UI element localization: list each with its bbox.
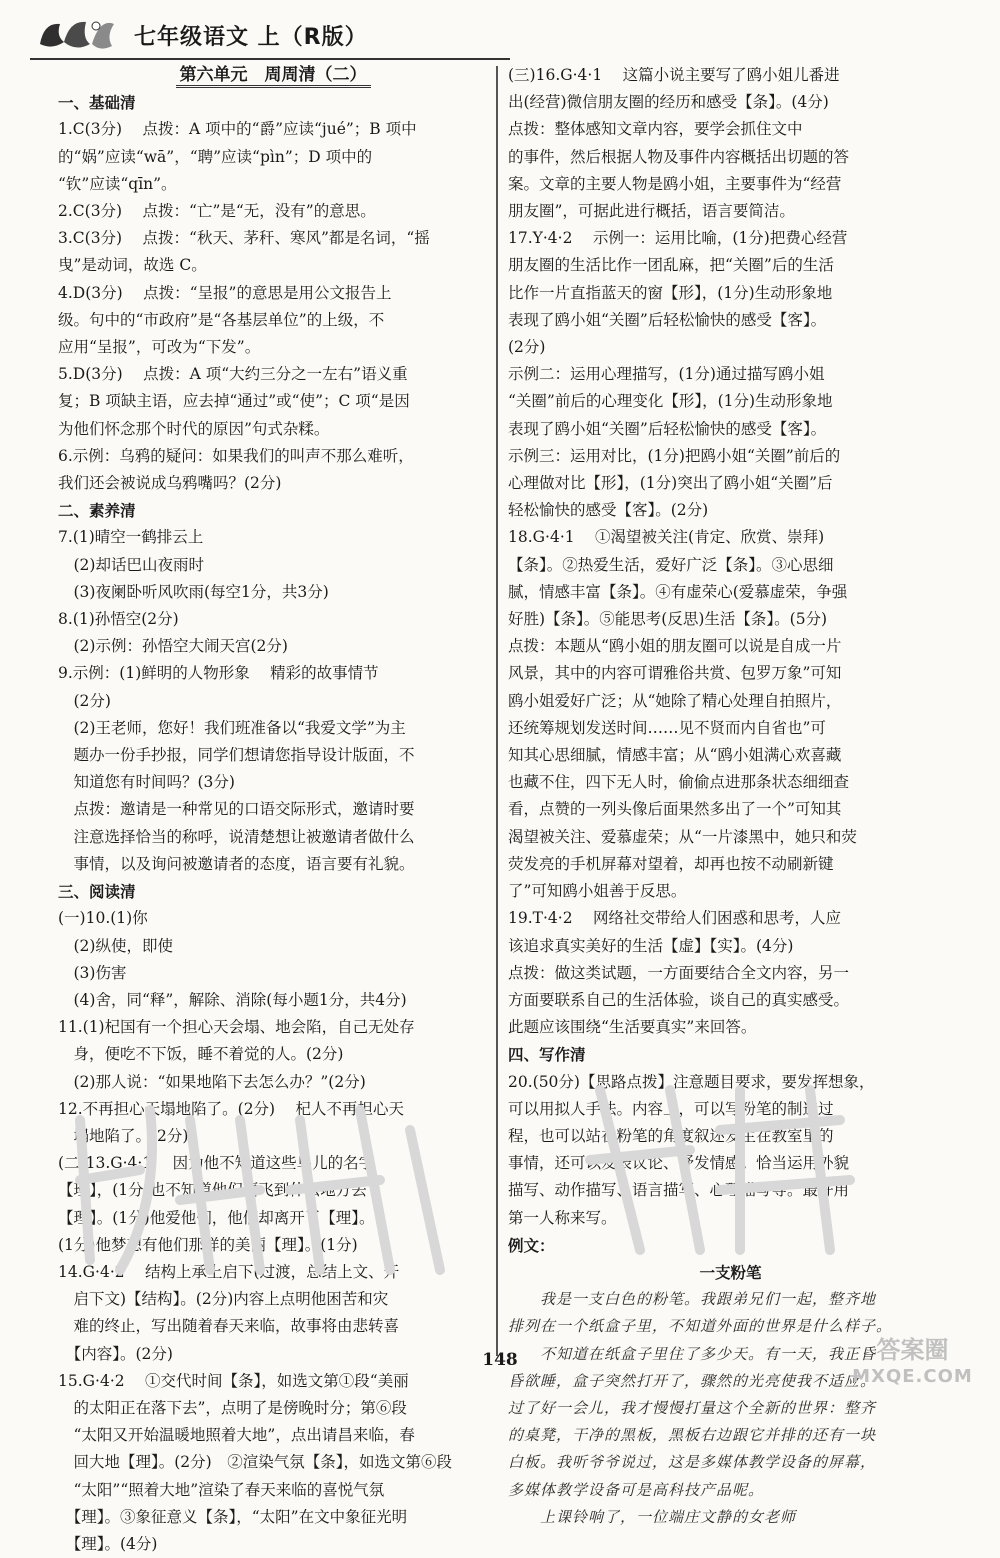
answer-line: 点拨：本题从“鸥小姐的朋友圈可以说是自成一片 xyxy=(508,637,842,656)
page-number: 148 xyxy=(482,1350,518,1370)
answer-line: 【理】。(1分)他爱他们，他们却离开了【理】。 xyxy=(58,1208,375,1227)
watermark-logo: 答案圈 MXQE.COM xyxy=(852,1336,973,1387)
answer-line: 事情，以及询问被邀请者的态度，语言要有礼貌。 xyxy=(58,854,415,873)
answer-line: 表现了鸥小姐“关圈”后轻松愉快的感受【客】。 xyxy=(508,310,827,329)
header-rule xyxy=(30,58,510,60)
section-heading: 例文： xyxy=(508,1235,555,1255)
answer-line: 【理】，(1分)也不知道他们要飞到什么地方去 xyxy=(58,1181,367,1200)
right-answer-lines xyxy=(508,62,953,1531)
answer-line: (2)王老师，您好！我们班准备以“我爱文学”为主 xyxy=(58,718,406,737)
answer-line: 为他们怀念那个时代的原因”句式杂糅。 xyxy=(58,419,330,438)
answer-line: 轻松愉快的感受【客】。(2分) xyxy=(508,501,709,520)
answer-line: 应用“呈报”，可改为“下发”。 xyxy=(58,338,261,357)
answer-line: 排列在一个纸盒子里，不知道外面的世界是什么样子。 xyxy=(508,1317,893,1336)
answer-line: 14.G·4·2 结构上承上启下(过渡，总结上文、开 xyxy=(58,1262,400,1281)
answer-line: 腻，情感丰富【条】。④有虚荣心(爱慕虚荣，争强 xyxy=(508,582,848,601)
answer-line: 看，点赞的一列头像后面果然多出了一个”可知其 xyxy=(508,800,842,819)
answer-line: 18.G·4·1 ①渴望被关注(肯定、欣赏、崇拜) xyxy=(508,528,825,547)
answer-line: 第一人称来写。 xyxy=(508,1208,617,1227)
answer-line: 此题应该围绕“生活要真实”来回答。 xyxy=(508,1018,757,1037)
brand-logo xyxy=(34,14,118,54)
answer-line: 塌地陷了。(2分) xyxy=(58,1126,189,1145)
answer-line: 【条】。②热爱生活，爱好广泛【条】。③心思细 xyxy=(508,555,834,574)
answer-line: 11.(1)杞国有一个担心天会塌、地会陷，自己无处存 xyxy=(58,1018,415,1037)
answer-line: 知其心思细腻，情感丰富；从“鸥小姐满心欢喜藏 xyxy=(508,746,842,765)
answer-line: (三)16.G·4·1 这篇小说主要写了鸥小姐儿番进 xyxy=(508,66,840,84)
answer-line: 7.(1)晴空一鹤排云上 xyxy=(58,528,204,547)
answer-line: 回大地【理】。(2分) ②渲染气氛【条】，如选文第⑥段 xyxy=(58,1453,452,1472)
answer-line: 5.D(3分) 点拨：A 项“大约三分之一左右”语义重 xyxy=(58,365,408,384)
answer-line: 启下文)【结构】。(2分)内容上点明他困苦和灾 xyxy=(58,1290,389,1309)
answer-line: 【理】。(4分) xyxy=(58,1534,158,1553)
page-header xyxy=(30,14,970,54)
answer-line: 朋友圈的生活比作一团乱麻，把“关圈”后的生活 xyxy=(508,256,834,275)
answer-line: 身，便吃不下饭，睡不着觉的人。(2分) xyxy=(58,1045,344,1064)
answer-line: 1.C(3分) 点拨：A 项中的“爵”应读“jué”；B 项中 xyxy=(58,120,417,139)
answer-line: (二)13.G·4·1 因为他不知道这些鸟儿的名字 xyxy=(58,1154,375,1173)
answer-line: (4)舍，同“释”，解除、消除(每小题1分，共4分) xyxy=(58,990,407,1009)
answer-line: “太阳”“照着大地”渲染了春天来临的喜悦气氛 xyxy=(58,1480,385,1499)
left-column xyxy=(58,62,488,1558)
answer-line: 的“娲”应读“wā”，“聘”应读“pìn”；D 项中的 xyxy=(58,147,373,166)
essay-title: 一支粉笔 xyxy=(699,1262,762,1282)
answer-line: (3)伤害 xyxy=(58,963,127,982)
answer-line: 我是一支白色的粉笔。我跟弟兄们一起，整齐地 xyxy=(508,1290,877,1309)
answer-line: 知道您有时间吗？(3分) xyxy=(58,773,235,792)
answer-line: 还统筹规划发送时间……见不贤而内自省也”可 xyxy=(508,718,826,737)
answer-line: 9.示例：(1)鲜明的人物形象 精彩的故事情节 xyxy=(58,664,379,683)
answer-line: (2分) xyxy=(58,691,111,710)
answer-line: 方面要联系自己的生活体验，谈自己的真实感受。 xyxy=(508,990,850,1009)
answer-line: 【内容】。(2分) xyxy=(58,1344,173,1363)
column-divider xyxy=(496,66,498,1356)
answer-line: 级。句中的“市政府”是“各基层单位”的上级，不 xyxy=(58,310,385,329)
answer-line: 8.(1)孙悟空(2分) xyxy=(58,610,179,629)
answer-line: 鸥小姐爱好广泛；从“她除了精心处理自拍照片， xyxy=(508,691,842,710)
answer-line: 15.G·4·2 ①交代时间【条】，如选文第①段“美丽 xyxy=(58,1371,409,1390)
answer-line: (一)10.(1)你 xyxy=(58,909,148,928)
answer-line: 【理】。③象征意义【条】，“太阳”在文中象征光明 xyxy=(58,1507,408,1526)
answer-line: 过了好一会儿，我才慢慢打量这个全新的世界：整齐 xyxy=(508,1398,877,1417)
answer-line: 示例三：运用对比，(1分)把鸥小姐“关圈”前后的 xyxy=(508,446,841,465)
answer-line: 朋友圈”，可据此进行概括，语言要简洁。 xyxy=(508,202,795,221)
answer-line: 可以用拟人手法。内容上，可以写粉笔的制造过 xyxy=(508,1099,834,1118)
answer-line: 不知道在纸盒子里住了多少天。有一天，我正昏 xyxy=(508,1344,877,1363)
answer-line: 程，也可以站在粉笔的角度叙述发生在教室里的 xyxy=(508,1126,834,1145)
answer-line: 荧发亮的手机屏幕对望着，却再也按不动刷新键 xyxy=(508,854,834,873)
answer-line: “关圈”前后的心理变化【形】，(1分)生动形象地 xyxy=(508,392,833,411)
section-heading: 二、素养清 xyxy=(58,501,136,521)
answer-line: 白板。我听爷爷说过，这是多媒体教学设备的屏幕， xyxy=(508,1453,877,1472)
answer-line: 难的终止，写出随着春天来临，故事将由悲转喜 xyxy=(58,1317,400,1336)
answer-line: 昏欲睡，盒子突然打开了，骤然的光亮使我不适应。 xyxy=(508,1371,877,1390)
answer-line: 复；B 项缺主语，应去掉“通过”或“使”；C 项“是因 xyxy=(58,392,410,411)
answer-line: 19.T·4·2 网络社交带给人们困惑和思考，人应 xyxy=(508,909,841,928)
answer-line: (2分) xyxy=(508,338,546,357)
answer-line: 描写、动作描写、语言描写、心理描写等。最好用 xyxy=(508,1181,850,1200)
answer-line: 6.示例：乌鸦的疑问：如果我们的叫声不那么难听， xyxy=(58,446,414,465)
answer-line: (2)却话巴山夜雨时 xyxy=(58,555,204,574)
unit-title: 第六单元 周周清（二） xyxy=(58,62,488,89)
answer-line: 多媒体教学设备可是高科技产品呢。 xyxy=(508,1480,765,1499)
answer-line: 表现了鸥小姐“关圈”后轻松愉快的感受【客】。 xyxy=(508,419,827,438)
answer-line: 比作一片直指蓝天的窗【形】，(1分)生动形象地 xyxy=(508,283,833,302)
section-heading: 四、写作清 xyxy=(508,1045,586,1065)
left-answer-lines xyxy=(58,89,488,1558)
answer-line: 事情，还可以发表议论、抒发情感。恰当运用外貌 xyxy=(508,1154,850,1173)
answer-line: 3.C(3分) 点拨：“秋天、茅秆、寒风”都是名词，“摇 xyxy=(58,229,430,248)
answer-line: “钦”应读“qīn”。 xyxy=(58,174,177,193)
answer-line: 点拨：邀请是一种常见的口语交际形式，邀请时要 xyxy=(58,800,415,819)
answer-line: 点拨：做这类试题，一方面要结合全文内容，另一 xyxy=(508,963,850,982)
answer-line: “太阳又开始温暖地照着大地”，点出请昌来临，春 xyxy=(58,1426,415,1445)
answer-line: 好胜)【条】。⑤能思考(反思)生活【条】。(5分) xyxy=(508,610,828,629)
answer-line: 了”可知鸥小姐善于反思。 xyxy=(508,882,687,901)
answer-line: 渴望被关注、爱慕虚荣；从“一片漆黑中，她只和荧 xyxy=(508,827,857,846)
answer-line: (2)那人说：“如果地陷下去怎么办？”(2分) xyxy=(58,1072,366,1091)
answer-line: (3)夜阑卧听风吹雨(每空1分，共3分) xyxy=(58,582,329,601)
answer-line: 2.C(3分) 点拨：“亡”是“无，没有”的意思。 xyxy=(58,202,376,221)
answer-line: 的事件，然后根据人物及事件内容概括出切题的答 xyxy=(508,147,850,166)
answer-line: 的太阳正在落下去”，点明了是傍晚时分；第⑥段 xyxy=(58,1398,407,1417)
answer-line: 17.Y·4·2 示例一：运用比喻，(1分)把费心经营 xyxy=(508,229,848,248)
answer-line: (2)纵使，即使 xyxy=(58,936,173,955)
answer-line: 注意选择恰当的称呼，说清楚想让被邀请者做什么 xyxy=(58,827,415,846)
answer-line: 也藏不住，四下无人时，偷偷点进那条状态细细查 xyxy=(508,773,850,792)
answer-line: (2)示例：孙悟空大闹天宫(2分) xyxy=(58,637,288,656)
section-heading: 一、基础清 xyxy=(58,93,136,113)
book-title: 七年级语文 上（R版） xyxy=(134,25,368,50)
answer-line: 的桌凳，干净的黑板，黑板右边跟它并排的还有一块 xyxy=(508,1426,877,1445)
answer-line: 出(经营)微信朋友圈的经历和感受【条】。(4分) xyxy=(508,93,829,112)
answer-line: 示例二：运用心理描写，(1分)通过描写鸥小姐 xyxy=(508,365,825,384)
answer-line: 点拨：整体感知文章内容，要学会抓住文中 xyxy=(508,120,803,139)
answer-line: 上课铃响了，一位端庄文静的女老师 xyxy=(508,1507,797,1526)
answer-line: 案。文章的主要人物是鸥小姐，主要事件为“经营 xyxy=(508,174,842,193)
answer-line: 20.(50分)【思路点拨】注意题目要求，要发挥想象， xyxy=(508,1072,875,1091)
answer-line: (1分)他梦想有他们那样的美丽【理】。(1分) xyxy=(58,1235,358,1254)
answer-line: 该追求真实美好的生活【虚】【实】。(4分) xyxy=(508,936,794,955)
answer-line: 曳”是动词，故选 C。 xyxy=(58,256,207,275)
answer-line: 题办一份手抄报，同学们想请您指导设计版面，不 xyxy=(58,746,415,765)
answer-line: 4.D(3分) 点拨：“呈报”的意思是用公文报告上 xyxy=(58,283,392,302)
right-column xyxy=(508,62,953,1531)
answer-line: 我们还会被说成乌鸦嘴吗？(2分) xyxy=(58,474,282,493)
answer-line: 12.不再担心天塌地陷了。(2分) 杞人不再担心天 xyxy=(58,1099,405,1118)
answer-line: 心理做对比【形】，(1分)突出了鸥小姐“关圈”后 xyxy=(508,474,833,493)
section-heading: 三、阅读清 xyxy=(58,882,136,902)
answer-line: 风景，其中的内容可谓雅俗共赏、包罗万象”可知 xyxy=(508,664,842,683)
